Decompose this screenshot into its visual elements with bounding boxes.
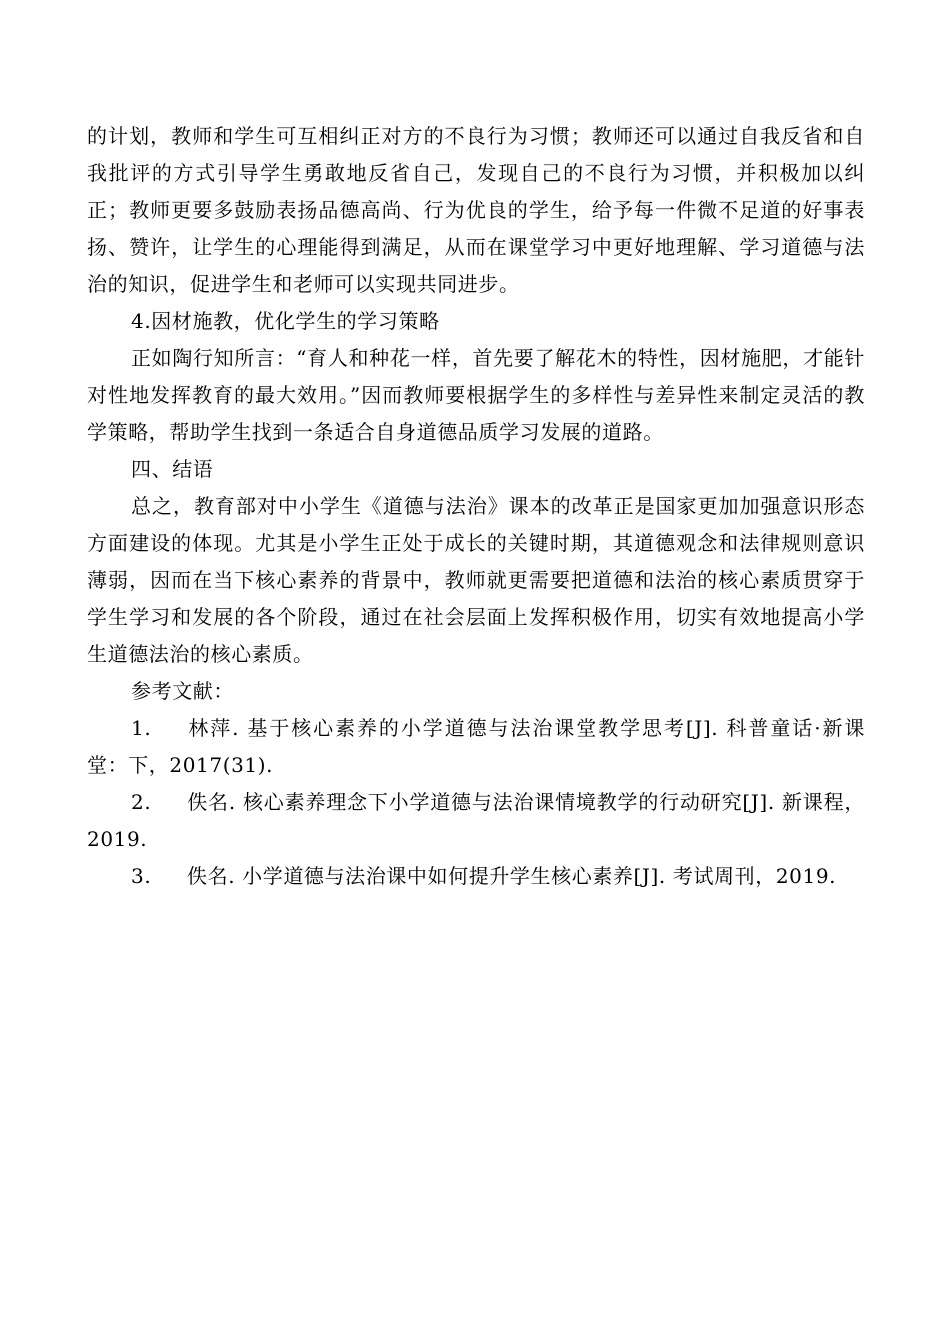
reference-item-3 xyxy=(87,858,865,895)
reference-number: 2. xyxy=(131,790,152,814)
reference-number: 1. xyxy=(131,716,152,740)
section-heading-4: 4.因材施教，优化学生的学习策略 xyxy=(131,309,440,333)
reference-text: 林萍. 基于核心素养的小学道德与法治课堂教学思考[J]. 科普童话·新课堂：下，2017(31). xyxy=(87,716,865,777)
reference-item-1 xyxy=(87,710,865,784)
reference-text: 佚名. 小学道德与法治课中如何提升学生核心素养[J]. 考试周刊，2019. xyxy=(187,864,837,888)
section-heading-conclusion: 四、结语 xyxy=(131,457,214,481)
paragraph-tao-quote: 正如陶行知所言：“育人和种花一样，首先要了解花木的特性，因材施肥，才能针对性地发挥教育的最大效用。”因而教师要根据学生的多样性与差异性来制定灵活的教学策略，帮助学生找到一条适合自身道德品质学习发展的道路。 xyxy=(87,346,865,444)
reference-item-2 xyxy=(87,784,865,858)
references-heading: 参考文献： xyxy=(131,679,234,703)
paragraph-continuation: 的计划，教师和学生可互相纠正对方的不良行为习惯；教师还可以通过自我反省和自我批评的方式引导学生勇敢地反省自己，发现自己的不良行为习惯，并积极加以纠正；教师更要多鼓励表扬品德高尚、行为优良的学生，给予每一件微不足道的好事表扬、赞许，让学生的心理能得到满足，从而在课堂学习中更好地理解、学习道德与法治的知识，促进学生和老师可以实现共同进步。 xyxy=(87,124,865,296)
document-page xyxy=(87,118,865,895)
reference-text: 佚名. 核心素养理念下小学道德与法治课情境教学的行动研究[J]. 新课程，2019. xyxy=(87,790,865,851)
reference-number: 3. xyxy=(131,864,152,888)
paragraph-conclusion: 总之，教育部对中小学生《道德与法治》课本的改革正是国家更加加强意识形态方面建设的体现。尤其是小学生正处于成长的关键时期，其道德观念和法律规则意识薄弱，因而在当下核心素养的背景中，教师就更需要把道德和法治的核心素质贯穿于学生学习和发展的各个阶段，通过在社会层面上发挥积极作用，切实有效地提高小学生道德法治的核心素质。 xyxy=(87,494,865,666)
